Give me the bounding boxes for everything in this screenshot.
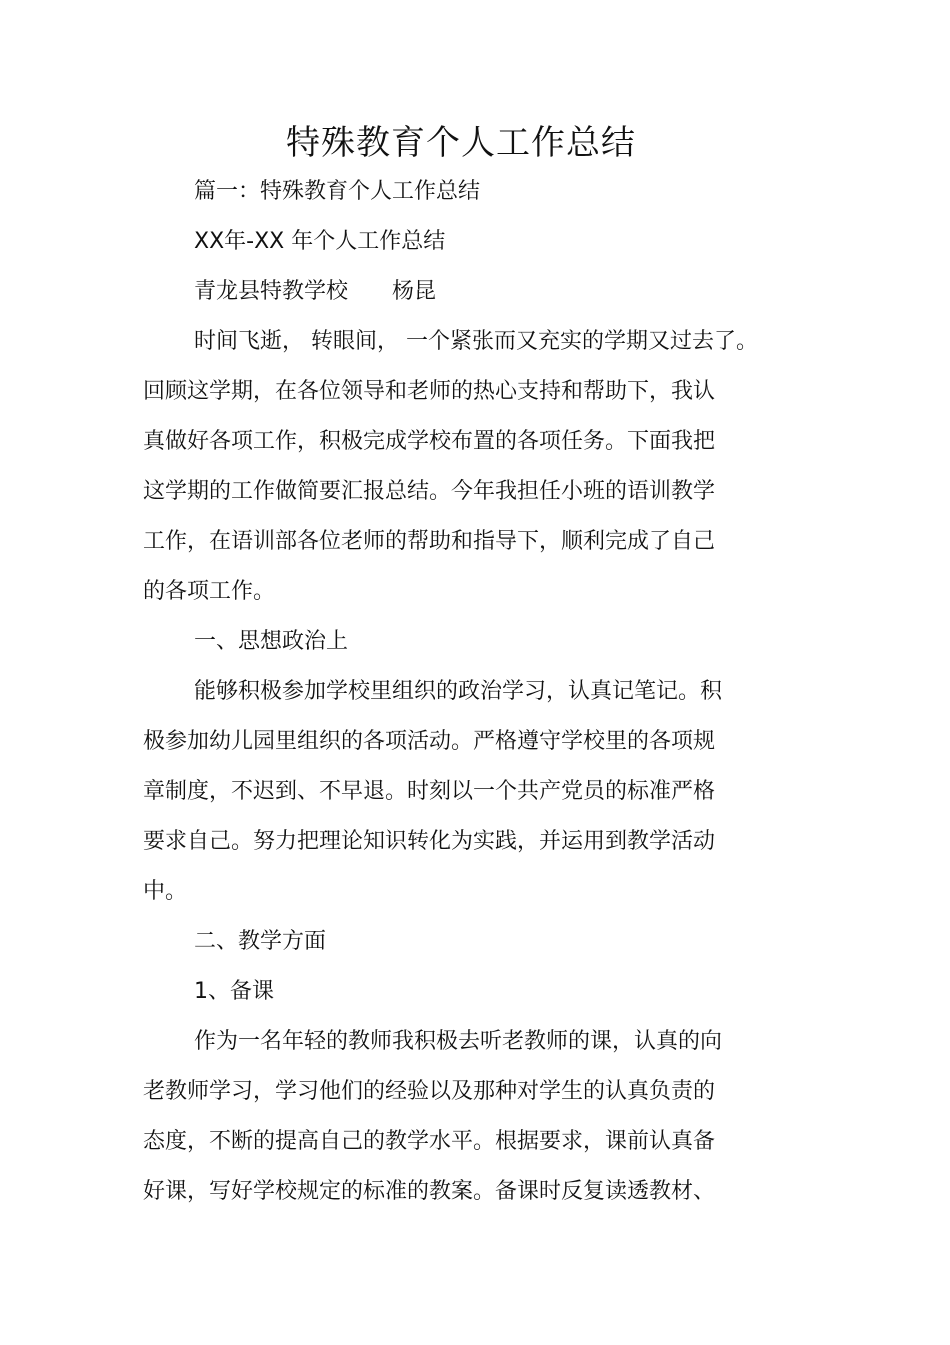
paragraph-line: 章制度，不迟到、不早退。时刻以一个共产党员的标准严格 bbox=[143, 779, 716, 804]
paragraph-line: 态度，不断的提高自己的教学水平。根据要求，课前认真备 bbox=[143, 1129, 716, 1154]
subtitle-line: 篇一：特殊教育个人工作总结 bbox=[194, 179, 481, 204]
paragraph-line: 中。 bbox=[143, 879, 188, 904]
paragraph-line: 这学期的工作做简要汇报总结。今年我担任小班的语训教学 bbox=[143, 479, 716, 504]
paragraph-line: 能够积极参加学校里组织的政治学习，认真记笔记。积 bbox=[194, 679, 723, 704]
subsection-heading: 1、备课 bbox=[194, 979, 274, 1004]
paragraph-line: 作为一名年轻的教师我积极去听老教师的课，认真的向 bbox=[194, 1029, 723, 1054]
period-line: XX年-XX 年个人工作总结 bbox=[194, 229, 446, 254]
paragraph-line: 极参加幼儿园里组织的各项活动。严格遵守学校里的各项规 bbox=[143, 729, 716, 754]
document-title: 特殊教育个人工作总结 bbox=[286, 123, 636, 163]
paragraph-line: 回顾这学期，在各位领导和老师的热心支持和帮助下，我认 bbox=[143, 379, 716, 404]
section-heading: 一、思想政治上 bbox=[194, 629, 349, 654]
paragraph-line: 老教师学习，学习他们的经验以及那种对学生的认真负责的 bbox=[143, 1079, 716, 1104]
paragraph-line: 工作，在语训部各位老师的帮助和指导下，顺利完成了自己 bbox=[143, 529, 716, 554]
paragraph-line: 的各项工作。 bbox=[143, 579, 276, 604]
paragraph-line: 好课，写好学校规定的标准的教案。备课时反复读透教材、 bbox=[143, 1179, 716, 1204]
paragraph-line: 真做好各项工作，积极完成学校布置的各项任务。下面我把 bbox=[143, 429, 716, 454]
section-heading: 二、教学方面 bbox=[194, 929, 327, 954]
paragraph-line: 要求自己。努力把理论知识转化为实践，并运用到教学活动 bbox=[143, 829, 716, 854]
paragraph-line: 时间飞逝， 转眼间， 一个紧张而又充实的学期又过去了。 bbox=[194, 329, 758, 354]
author-line: 青龙县特教学校 杨昆 bbox=[194, 279, 437, 304]
